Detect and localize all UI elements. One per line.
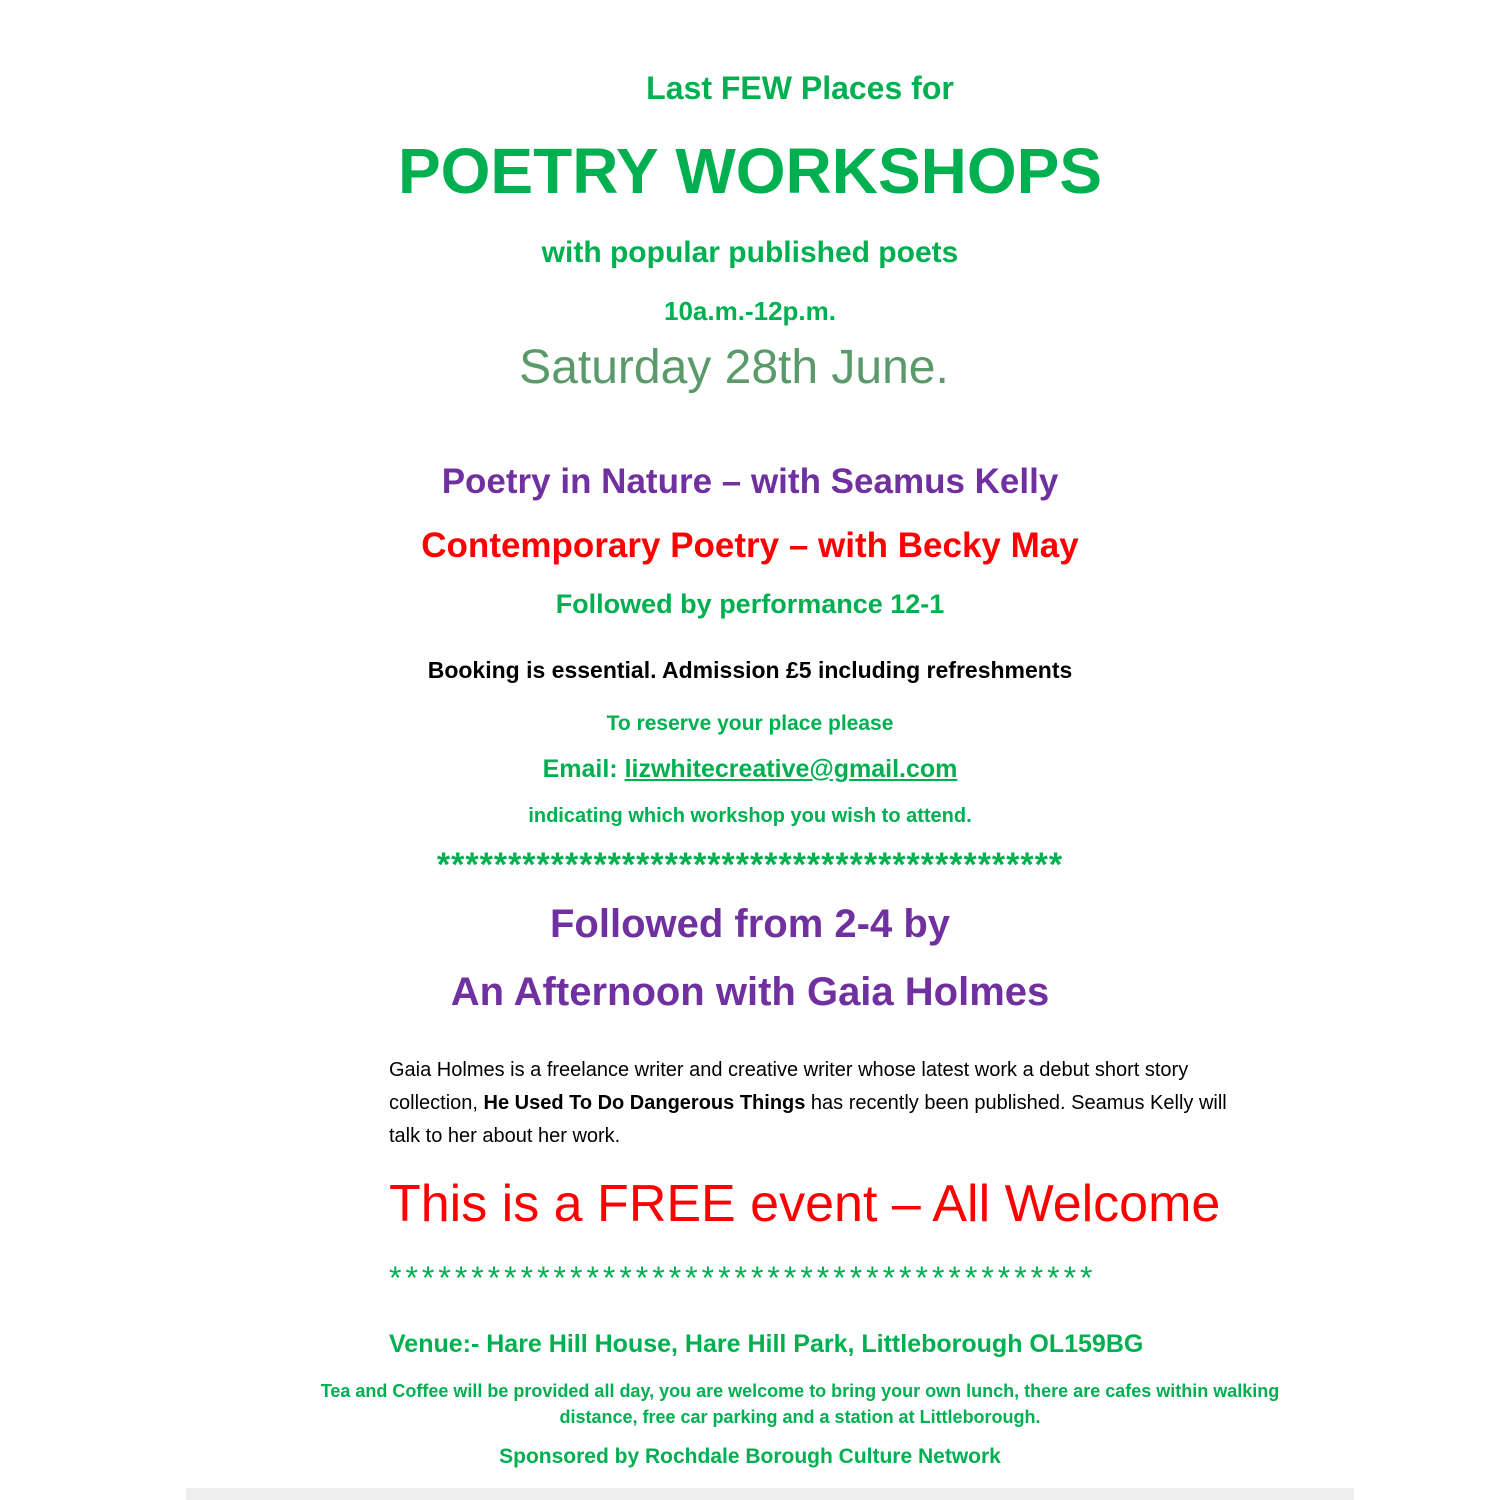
sponsor-text: Sponsored by Rochdale Borough Culture Network — [499, 1445, 1001, 1468]
bottom-scroll-edge — [186, 1488, 1354, 1500]
workshop-nature: Poetry in Nature – with Seamus Kelly — [441, 462, 1059, 501]
free-event-banner: This is a FREE event – All Welcome — [389, 1175, 1221, 1233]
afternoon-heading-2: An Afternoon with Gaia Holmes — [450, 970, 1050, 1014]
venue-text: Venue:- Hare Hill House, Hare Hill Park, Littleborough OL159BG — [389, 1330, 1144, 1358]
separator: ******************************************** — [436, 846, 1064, 884]
kicker-text: Last FEW Places for — [646, 70, 954, 106]
booking-note: Booking is essential. Admission £5 including refreshments — [427, 657, 1073, 683]
page-title: POETRY WORKSHOPS — [397, 135, 1103, 207]
author-bio — [389, 1054, 1229, 1153]
afternoon-heading-1: Followed from 2-4 by — [549, 902, 951, 946]
subtitle: with popular published poets — [541, 236, 959, 269]
refreshments-note: Tea and Coffee will be provided all day, you are welcome to bring your own lunch, there are cafes within walking distance, free car parking and a station at Littleborough. — [320, 1381, 1280, 1427]
event-date: Saturday 28th June. — [519, 341, 949, 394]
workshop-contemporary: Contemporary Poetry – with Becky May — [421, 526, 1079, 565]
bio-text: Gaia Holmes is a freelance writer and creative writer whose latest work a debut short story collection, — [389, 1059, 1189, 1114]
email-label: Email: — [542, 755, 625, 783]
indicating-note: indicating which workshop you wish to attend. — [528, 805, 972, 827]
email-link[interactable]: lizwhitecreative@gmail.com — [624, 755, 958, 783]
reserve-note: To reserve your place please — [606, 712, 894, 735]
book-title: He Used To Do Dangerous Things — [483, 1092, 806, 1114]
performance-note: Followed by performance 12-1 — [555, 589, 945, 619]
email-line — [0, 755, 1500, 784]
bio-text-end: has recently been published. Seamus Kelly will talk to her about her work. — [389, 1092, 1227, 1147]
workshop-time: 10a.m.-12p.m. — [664, 296, 836, 326]
separator: ******************************************* — [389, 1260, 1097, 1296]
